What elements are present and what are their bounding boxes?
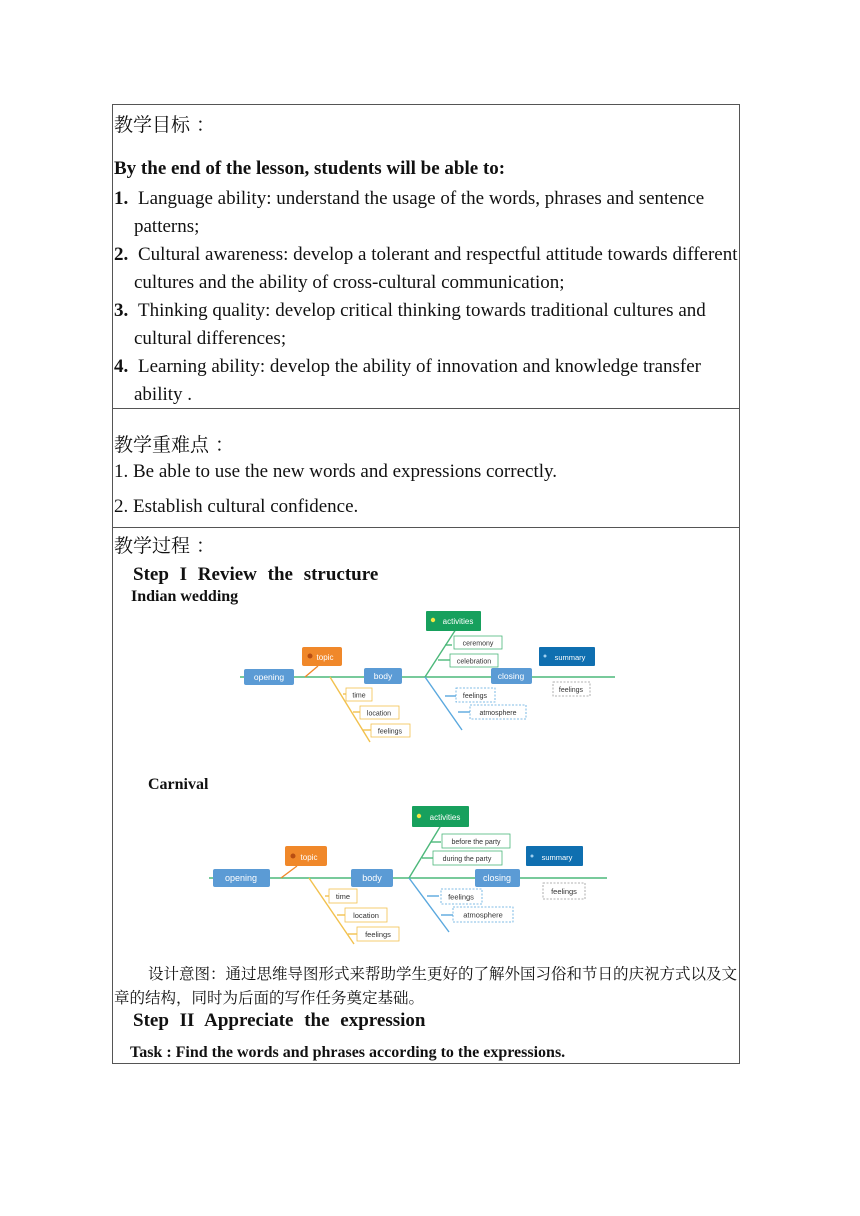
node-activities <box>426 611 481 631</box>
activities-branch <box>425 626 458 677</box>
node-atmosphere <box>470 705 526 719</box>
svg-text:location: location <box>353 911 379 920</box>
objective-item: 3. Thinking quality: develop critical thinking towards traditional cultures and cultural differences; <box>114 300 706 349</box>
node-activities <box>412 806 469 827</box>
keypoint-item: 1. Be able to use the new words and expressions correctly. <box>114 461 558 482</box>
mind-map-indian-wedding <box>240 604 620 750</box>
mind-map-carnival <box>209 800 613 952</box>
step2-title: Step II Appreciate the expression <box>133 1010 426 1031</box>
svg-text:feelings: feelings <box>462 693 488 700</box>
objective-item: 1. Language ability: understand the usage of the words, phrases and sentence patterns; <box>114 188 705 237</box>
objective-item: 4. Learning ability: develop the ability of innovation and knowledge transfer ability . <box>114 356 701 405</box>
node-time <box>329 889 357 903</box>
objectives-lead: By the end of the lesson, students will be able to: <box>114 158 506 179</box>
svg-text:time: time <box>335 892 351 901</box>
svg-text:body: body <box>373 671 393 681</box>
svg-text:feelings: feelings <box>448 892 474 902</box>
svg-text:atmosphere: atmosphere <box>479 710 517 717</box>
node-closing <box>475 869 520 887</box>
keypoints-cell <box>113 409 739 528</box>
keypoint-item: 2. Establish cultural confidence. <box>114 496 359 517</box>
task-instruction: Task : Find the words and phrases according to the expressions. <box>130 1044 566 1061</box>
node-closing-feelings <box>456 688 495 702</box>
svg-text:feelings: feelings <box>558 687 584 694</box>
objectives-heading: 教学目标 ： <box>114 114 216 136</box>
node-closing <box>491 668 532 684</box>
node-topic <box>302 647 342 666</box>
node-location <box>345 908 387 922</box>
node-during-the-party <box>433 851 502 865</box>
topic-connector <box>281 866 297 878</box>
node-body <box>364 668 402 684</box>
node-opening <box>244 669 294 685</box>
process-heading: 教学过程 ： <box>114 535 216 557</box>
svg-text:opening: opening <box>224 873 258 883</box>
node-opening <box>213 869 270 887</box>
svg-text:location: location <box>366 710 392 718</box>
node-celebration <box>450 654 498 667</box>
svg-text:celebration: celebration <box>456 658 492 666</box>
svg-text:atmosphere: atmosphere <box>463 910 503 920</box>
topic-connector <box>305 666 318 677</box>
node-closing-feelings <box>441 889 482 904</box>
node-summary <box>539 647 595 666</box>
svg-text:opening: opening <box>253 672 285 682</box>
keypoints-heading: 教学重难点 ： <box>114 434 235 456</box>
svg-text:summary: summary <box>554 653 586 662</box>
svg-text:feelings: feelings <box>365 930 391 939</box>
step1-title: Step I Review the structure <box>133 564 379 585</box>
map2-title: Carnival <box>148 776 209 793</box>
svg-text:body: body <box>362 873 382 883</box>
svg-text:topic: topic <box>300 853 318 862</box>
activities-branch <box>409 822 443 878</box>
svg-text:before the party: before the party <box>451 839 501 846</box>
node-time <box>346 688 372 701</box>
svg-text:activities: activities <box>442 617 474 626</box>
closing-branch <box>409 878 449 932</box>
objectives-cell <box>113 105 739 409</box>
design-intent-note: 设计意图：通过思维导图形式来帮助学生更好的了解外国习俗和节日的庆祝方式以及文章的结构，同时为后面的写作任务奠定基础。 <box>114 965 738 1007</box>
svg-text:feelings: feelings <box>377 728 403 736</box>
node-body <box>351 869 393 887</box>
svg-text:time: time <box>352 692 366 700</box>
svg-text:feelings: feelings <box>551 887 577 896</box>
node-topic <box>285 846 327 866</box>
map1-title: Indian wedding <box>131 588 239 605</box>
node-body-feelings <box>371 724 410 737</box>
node-summary <box>526 846 583 866</box>
objective-item: 2. Cultural awareness: develop a tolerant and respectful attitude towards different cultures and the ability of cross-cultural communication; <box>114 244 738 293</box>
objectives-list <box>114 185 739 409</box>
node-body-feelings <box>357 927 399 941</box>
node-summary-feelings <box>543 883 585 899</box>
node-ceremony <box>454 636 502 649</box>
node-atmosphere <box>453 907 513 922</box>
svg-text:summary: summary <box>541 853 573 862</box>
svg-text:topic: topic <box>316 653 334 662</box>
svg-text:closing: closing <box>482 873 512 883</box>
node-before-the-party <box>442 834 510 848</box>
closing-branch <box>425 677 462 730</box>
node-summary-feelings <box>553 682 590 696</box>
svg-text:during the party: during the party <box>442 856 492 863</box>
svg-text:activities: activities <box>429 813 461 822</box>
svg-text:closing: closing <box>497 671 525 681</box>
node-location <box>360 706 399 719</box>
svg-text:ceremony: ceremony <box>462 640 494 648</box>
